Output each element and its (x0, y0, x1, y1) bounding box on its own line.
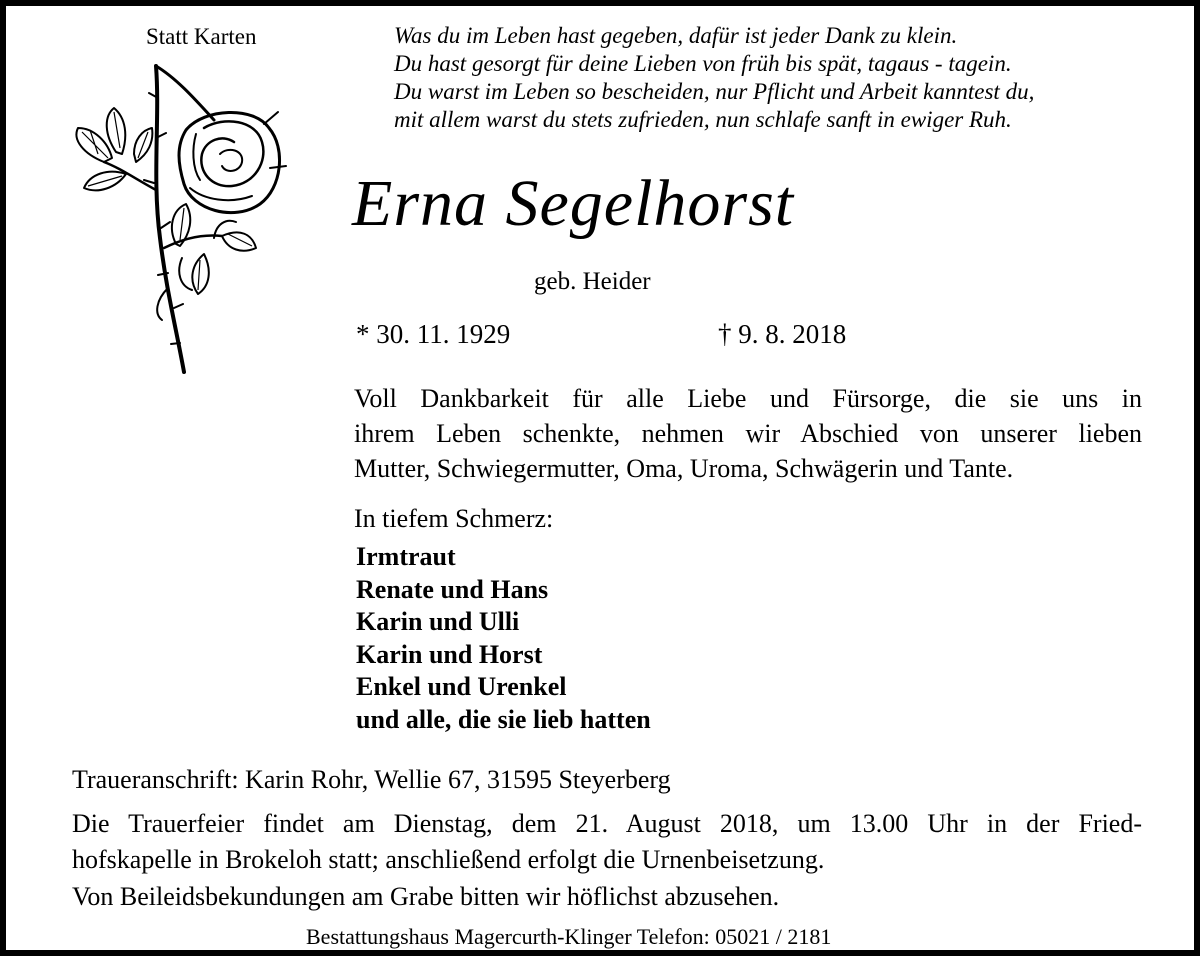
birth-date: * 30. 11. 1929 (356, 319, 511, 349)
grief-label: In tiefem Schmerz: (354, 504, 554, 533)
poem (394, 22, 1034, 134)
funeral-home: Bestattungshaus Magercurth-Klinger Telefon: 05021 / 2181 (306, 924, 832, 949)
mourners-list (356, 541, 651, 736)
service-info (72, 806, 1142, 878)
mourner: Karin und Horst (356, 639, 543, 669)
death-date: † 9. 8. 2018 (718, 319, 847, 349)
poem-line: Du warst im Leben so bescheiden, nur Pflicht und Arbeit kanntest du, (394, 79, 1035, 104)
service-line: hofskapelle in Brokeloh statt; anschließend erfolgt die Urnenbeisetzung. (72, 845, 825, 874)
poem-line: Du hast gesorgt für deine Lieben von früh bis spät, tagaus - tagein. (394, 51, 1012, 76)
poem-line: Was du im Leben hast gegeben, dafür ist jeder Dank zu klein. (394, 23, 958, 48)
mourner: Enkel und Urenkel (356, 672, 567, 701)
mourner: und alle, die sie lieb hatten (356, 704, 651, 734)
mourner: Renate und Hans (356, 574, 549, 604)
thanks-line: Mutter, Schwiegermutter, Oma, Uroma, Schwägerin und Tante. (354, 454, 1014, 483)
thanks-line: ihrem Leben schenkte, nehmen wir Abschied von unserer lieben (354, 419, 1142, 448)
birth-name: geb. Heider (534, 268, 651, 295)
service-line: Die Trauerfeier findet am Dienstag, dem 21. August 2018, um 13.00 Uhr in der Fried- (72, 809, 1142, 838)
mourning-address: Traueranschrift: Karin Rohr, Wellie 67, 31595 Steyerberg (72, 765, 671, 794)
poem-line: mit allem warst du stets zufrieden, nun schlafe sanft in ewiger Ruh. (394, 107, 1012, 132)
deceased-name: Erna Segelhorst (352, 167, 795, 240)
rose-icon (64, 58, 294, 378)
mourner: Karin und Ulli (356, 607, 520, 636)
mourner: Irmtraut (356, 542, 456, 571)
thanks-line: Voll Dankbarkeit für alle Liebe und Fürsorge, die sie uns in (354, 384, 1142, 413)
condolence-note: Von Beileidsbekundungen am Grabe bitten wir höflichst abzusehen. (72, 882, 780, 911)
thanks-paragraph (354, 381, 1142, 486)
header-note: Statt Karten (146, 24, 257, 49)
